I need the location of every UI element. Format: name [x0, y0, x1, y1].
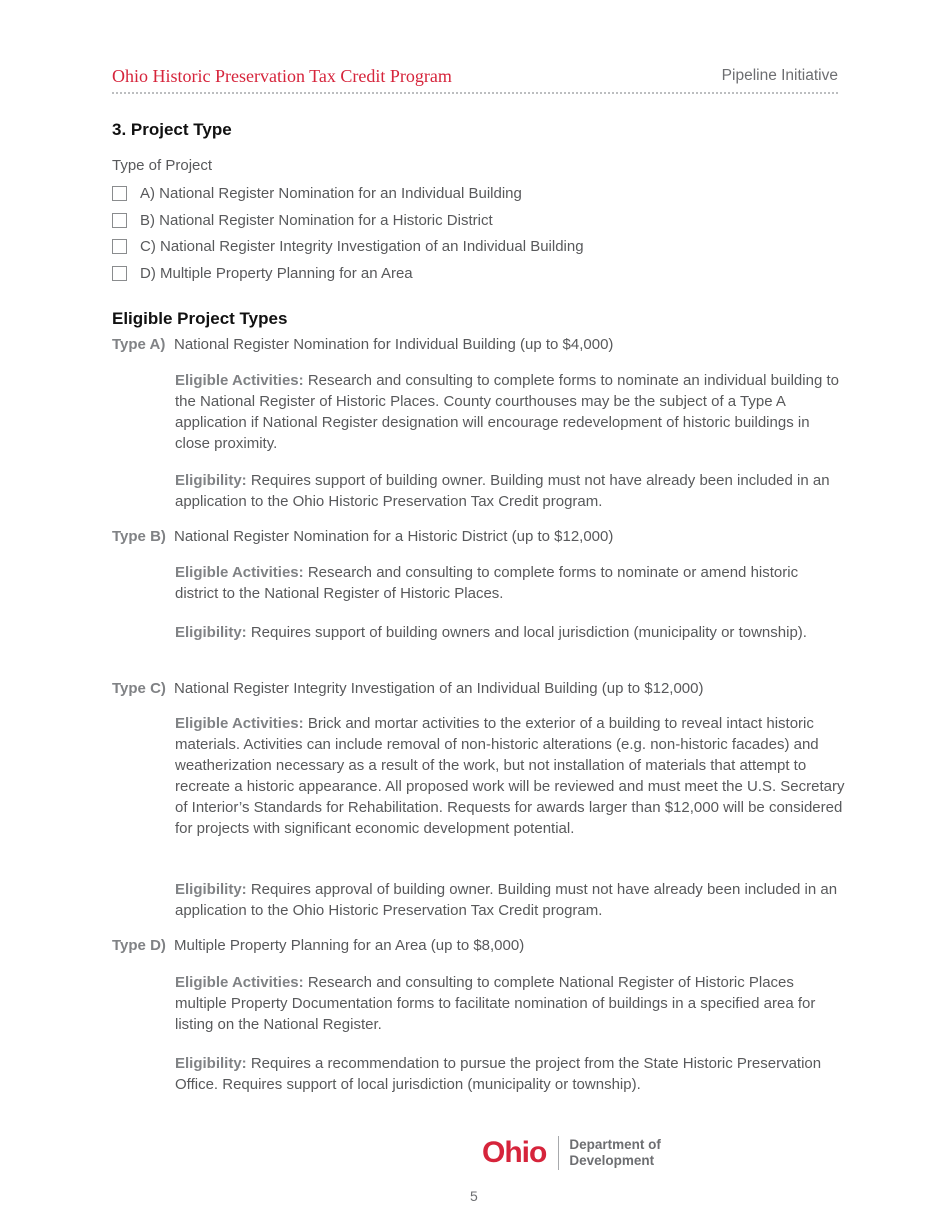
- department-name: [559, 1137, 661, 1169]
- eligibility-text: Requires approval of building owner. Building must not have already been included in an application to the Ohio Historic Preservation Tax Credit program.: [175, 881, 838, 919]
- type-label: Type B): [112, 528, 166, 545]
- type-name: National Register Nomination for Individual Building (up to $4,000): [174, 336, 614, 353]
- section-title: 3. Project Type: [112, 120, 232, 139]
- program-title: Ohio Historic Preservation Tax Credit Program: [112, 66, 452, 86]
- type-label: Type C): [112, 680, 166, 697]
- option-d[interactable]: [112, 265, 413, 282]
- type-a-eligibility: [175, 470, 845, 512]
- activities-label: Eligible Activities:: [175, 715, 304, 732]
- header-divider: [112, 92, 838, 94]
- type-c-eligibility: [175, 879, 845, 921]
- section-subtitle: Type of Project: [112, 157, 213, 174]
- type-a-row: [112, 336, 613, 353]
- type-c-activities: [175, 713, 845, 839]
- dept-line-1: Department of: [569, 1137, 661, 1152]
- checkbox[interactable]: [112, 213, 127, 228]
- eligibility-label: Eligibility:: [175, 881, 247, 898]
- type-d-activities: [175, 972, 845, 1035]
- ohio-development-logo: [482, 1136, 661, 1170]
- type-d-row: [112, 937, 524, 954]
- option-a[interactable]: [112, 185, 522, 202]
- activities-text: Research and consulting to complete forms to nominate or amend historic district to the National Register of Historic Places.: [175, 564, 799, 602]
- eligibility-label: Eligibility:: [175, 1055, 247, 1072]
- eligibility-label: Eligibility:: [175, 624, 247, 641]
- page-number: 5: [470, 1188, 478, 1204]
- activities-label: Eligible Activities:: [175, 974, 304, 991]
- type-c-row: [112, 680, 704, 697]
- option-b[interactable]: [112, 212, 493, 229]
- ohio-logo: Ohio: [482, 1136, 559, 1170]
- dept-line-2: Development: [569, 1153, 655, 1168]
- eligibility-text: Requires support of building owner. Building must not have already been included in an application to the Ohio Historic Preservation Tax Credit program.: [175, 472, 830, 510]
- eligibility-text: Requires support of building owners and local jurisdiction (municipality or township).: [250, 624, 807, 641]
- type-name: National Register Integrity Investigation of an Individual Building (up to $12,000): [174, 680, 704, 697]
- type-b-eligibility: [175, 622, 845, 643]
- type-name: National Register Nomination for a Historic District (up to $12,000): [174, 528, 614, 545]
- type-b-row: [112, 528, 613, 545]
- eligibility-label: Eligibility:: [175, 472, 247, 489]
- eligibility-text: Requires a recommendation to pursue the project from the State Historic Preservation Office. Requires support of local jurisdiction (municipality or township).: [175, 1055, 822, 1093]
- type-label: Type A): [112, 336, 166, 353]
- type-b-activities: [175, 562, 845, 604]
- type-name: Multiple Property Planning for an Area (up to $8,000): [174, 937, 525, 954]
- activities-text: Research and consulting to complete forms to nominate an individual building to the National Register of Historic Places. County courthouses may be the subject of a Type A application if National Register designation will encourage redevelopment of historic buildings in close proximity.: [175, 372, 839, 452]
- checkbox[interactable]: [112, 266, 127, 281]
- eligible-title: Eligible Project Types: [112, 309, 288, 328]
- activities-text: Brick and mortar activities to the exterior of a building to reveal intact historic materials. Activities can include removal of non-historic alterations (e.g. non-historic facades) and weatherization necessary as a result of the work, but not installation of materials that attempt to recreate a historic appearance. All proposed work will be reviewed and must meet the U.S. Secretary of Interior’s Standards for Rehabilitation. Requests for awards larger than $12,000 will be considered for projects with significant economic development potential.: [175, 715, 845, 837]
- option-label: B) National Register Nomination for a Historic District: [140, 212, 493, 229]
- initiative-title: Pipeline Initiative: [721, 67, 838, 84]
- activities-text: Research and consulting to complete National Register of Historic Places multiple Property Documentation forms to facilitate nomination of buildings in a specified area for listing on the National Register.: [175, 974, 816, 1033]
- activities-label: Eligible Activities:: [175, 564, 304, 581]
- type-label: Type D): [112, 937, 166, 954]
- option-label: A) National Register Nomination for an Individual Building: [140, 185, 522, 202]
- type-a-activities: [175, 370, 845, 454]
- checkbox[interactable]: [112, 186, 127, 201]
- checkbox[interactable]: [112, 239, 127, 254]
- option-c[interactable]: [112, 238, 584, 255]
- type-d-eligibility: [175, 1053, 845, 1095]
- option-label: D) Multiple Property Planning for an Area: [140, 265, 413, 282]
- activities-label: Eligible Activities:: [175, 372, 304, 389]
- option-label: C) National Register Integrity Investigation of an Individual Building: [140, 238, 584, 255]
